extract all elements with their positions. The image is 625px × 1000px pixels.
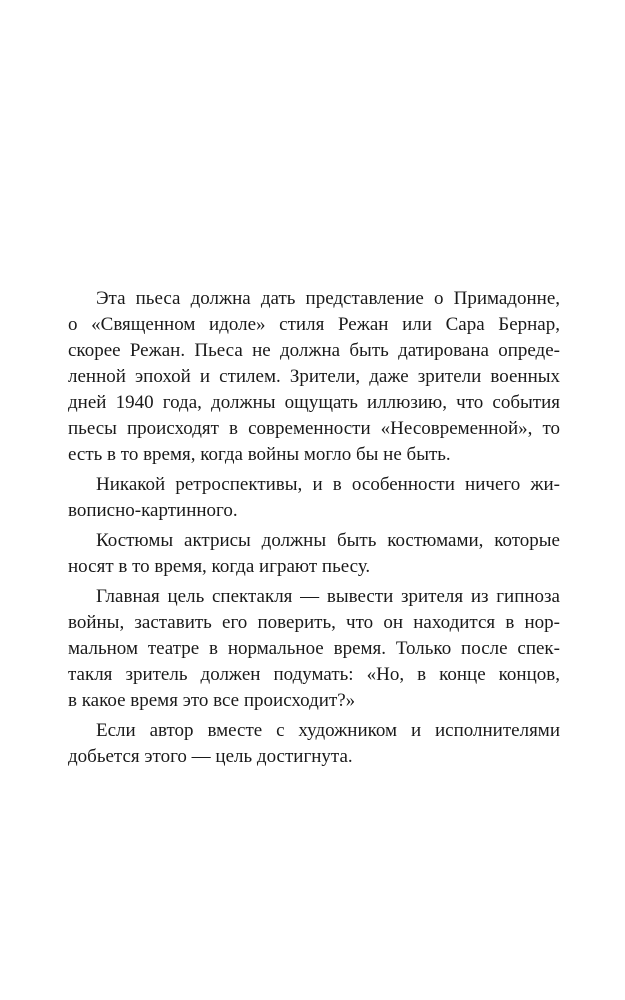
text-line: Никакой ретроспективы, и в особенности ничего жи- (96, 474, 560, 495)
paragraph-2 (68, 472, 560, 524)
text-line: Костюмы актрисы должны быть костюмами, которые (96, 530, 560, 551)
text-line: о «Священном идоле» стиля Режан или Сара Бернар, (68, 314, 560, 335)
text-line: в какое время это все происходит?» (68, 690, 356, 711)
body-text (68, 286, 560, 774)
text-line: есть в то время, когда войны могло бы не быть. (68, 444, 451, 465)
paragraph-5 (68, 718, 560, 770)
text-line: Эта пьеса должна дать представление о Примадонне, (96, 288, 560, 309)
text-line: ленной эпохой и стилем. Зрители, даже зрители военных (68, 366, 560, 387)
text-line: скорее Режан. Пьеса не должна быть датирована опреде- (68, 340, 560, 361)
text-line: вописно-картинного. (68, 500, 238, 521)
text-line: Если автор вместе с художником и исполнителями (96, 720, 560, 741)
text-line: Главная цель спектакля — вывести зрителя из гипноза (96, 586, 560, 607)
text-line: пьесы происходят в современности «Несовременной», то (68, 418, 560, 439)
paragraph-4 (68, 584, 560, 714)
paragraph-3 (68, 528, 560, 580)
text-line: войны, заставить его поверить, что он находится в нор- (68, 612, 560, 633)
text-line: носят в то время, когда играют пьесу. (68, 556, 371, 577)
text-line: дней 1940 года, должны ощущать иллюзию, что события (68, 392, 560, 413)
paragraph-1 (68, 286, 560, 468)
text-line: мальном театре в нормальное время. Только после спек- (68, 638, 560, 659)
text-line: добьется этого — цель достигнута. (68, 746, 353, 767)
text-line: такля зритель должен подумать: «Но, в конце концов, (68, 664, 560, 685)
